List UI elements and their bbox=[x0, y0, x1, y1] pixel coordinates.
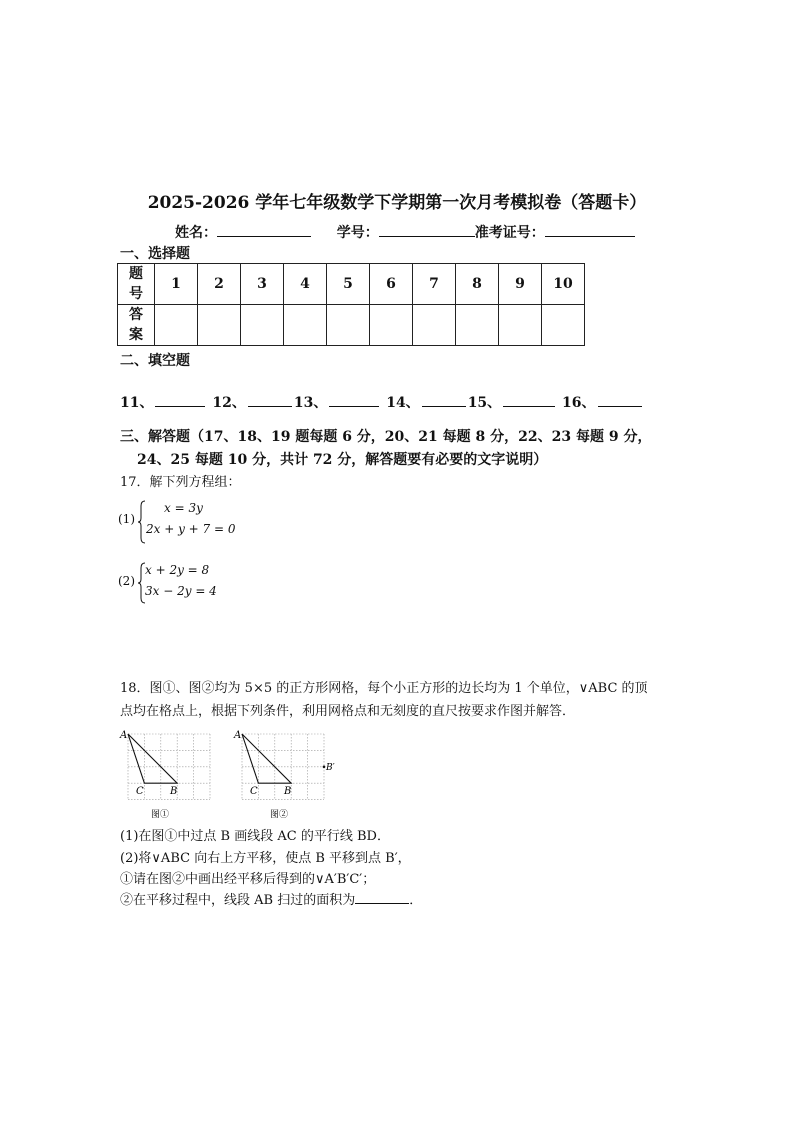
q18-sub1: (1)在图①中过点 B 画线段 AC 的平行线 BD． bbox=[120, 829, 390, 844]
student-id-blank[interactable] bbox=[379, 222, 475, 237]
q18-sub2b-end: ． bbox=[409, 893, 423, 908]
fill-blank[interactable] bbox=[422, 392, 466, 407]
answer-cell[interactable] bbox=[155, 305, 198, 346]
q17-prompt: 17．解下列方程组： bbox=[120, 475, 241, 490]
q18-sub2b: ②在平移过程中，线段 AB 扫过的面积为 bbox=[120, 893, 356, 908]
q17-part2-label: (2) bbox=[118, 574, 135, 588]
vertex-a-label: A bbox=[234, 730, 242, 741]
table-row-numbers bbox=[118, 264, 585, 305]
table-row-answers bbox=[118, 305, 585, 346]
question-number-cell: 1 bbox=[155, 264, 198, 305]
q17-system-2 bbox=[118, 561, 298, 605]
fill-item-label: 12、 bbox=[212, 395, 246, 411]
answer-cell[interactable] bbox=[413, 305, 456, 346]
answer-cell[interactable] bbox=[284, 305, 327, 346]
student-info-row bbox=[175, 222, 635, 242]
question-number-cell: 8 bbox=[456, 264, 499, 305]
row-label-number bbox=[118, 264, 155, 305]
vertex-b-prime-label: B′ bbox=[326, 763, 335, 773]
question-number-cell: 2 bbox=[198, 264, 241, 305]
q18-sub2b-row bbox=[120, 889, 422, 908]
q17-p1-eq1: x = 3y bbox=[164, 501, 203, 515]
section-3-heading-line1: 三、解答题（17、18、19 题每题 6 分，20、21 每题 8 分，22、23 每题 9 分， bbox=[120, 429, 652, 445]
q18-text-line2: 点均在格点上，根据下列条件，利用网格点和无刻度的直尺按要求作图并解答． bbox=[120, 704, 576, 719]
vertex-b-label: B bbox=[170, 786, 178, 797]
exam-number-label: 准考证号： bbox=[474, 225, 545, 241]
area-answer-blank[interactable] bbox=[355, 891, 409, 904]
question-number-cell: 10 bbox=[542, 264, 585, 305]
question-number-cell: 7 bbox=[413, 264, 456, 305]
fill-item-label: 15、 bbox=[467, 395, 502, 411]
vertex-a-label: A bbox=[120, 730, 128, 741]
row-label-number-text: 题号 bbox=[129, 266, 143, 302]
fill-item-label: 11、 bbox=[120, 395, 154, 411]
question-number-cell: 9 bbox=[499, 264, 542, 305]
figure-1-caption: 图① bbox=[151, 810, 170, 820]
answer-cell[interactable] bbox=[542, 305, 585, 346]
fill-item-label: 16、 bbox=[562, 395, 596, 411]
answer-cell[interactable] bbox=[327, 305, 370, 346]
choice-answer-table bbox=[117, 263, 585, 346]
fill-blank[interactable] bbox=[155, 392, 205, 407]
q17-p1-eq2: 2x + y + 7 = 0 bbox=[146, 522, 236, 536]
q17-part1-label: (1) bbox=[118, 512, 135, 526]
fill-item-label: 13、 bbox=[293, 395, 328, 411]
vertex-b-label: B bbox=[284, 786, 292, 797]
q17-p2-eq1: x + 2y = 8 bbox=[145, 563, 210, 577]
answer-cell[interactable] bbox=[499, 305, 542, 346]
name-label: 姓名： bbox=[175, 225, 217, 241]
exam-number-blank[interactable] bbox=[545, 222, 635, 237]
answer-cell[interactable] bbox=[241, 305, 284, 346]
figure-1-grid bbox=[118, 726, 218, 822]
section-1-heading: 一、选择题 bbox=[120, 246, 190, 262]
fill-blank[interactable] bbox=[598, 392, 642, 407]
triangle-abc bbox=[242, 734, 291, 783]
answer-cell[interactable] bbox=[198, 305, 241, 346]
fill-blank[interactable] bbox=[329, 392, 379, 407]
answer-cell[interactable] bbox=[456, 305, 499, 346]
vertex-c-label: C bbox=[136, 786, 144, 797]
fill-blank[interactable] bbox=[503, 392, 555, 407]
question-number-cell: 3 bbox=[241, 264, 284, 305]
section-2-heading: 二、填空题 bbox=[120, 353, 190, 369]
q18-text-line1: 18．图①、图②均为 5×5 的正方形网格，每个小正方形的边长均为 1 个单位，∨ABC 的顶 bbox=[120, 681, 648, 696]
fill-item-label: 14、 bbox=[386, 395, 420, 411]
section-3-heading-line2: 24、25 每题 10 分，共计 72 分，解答题要有必要的文字说明） bbox=[137, 452, 548, 468]
question-number-cell: 5 bbox=[327, 264, 370, 305]
student-id-label: 学号： bbox=[336, 225, 379, 241]
vertex-c-label: C bbox=[250, 786, 258, 797]
fill-blank[interactable] bbox=[248, 392, 292, 407]
q18-sub2a: ①请在图②中画出经平移后得到的∨A′B′C′； bbox=[120, 872, 376, 887]
q18-sub2: (2)将∨ABC 向右上方平移，使点 B 平移到点 B′， bbox=[120, 851, 411, 866]
figure-2-caption: 图② bbox=[270, 810, 289, 820]
row-label-answer bbox=[118, 305, 155, 346]
point-b-prime bbox=[323, 766, 326, 769]
q17-p2-eq2: 3x − 2y = 4 bbox=[145, 584, 217, 598]
page-title: 2025-2026 学年七年级数学下学期第一次月考模拟卷（答题卡） bbox=[147, 193, 647, 213]
name-blank[interactable] bbox=[217, 222, 311, 237]
row-label-answer-text: 答案 bbox=[129, 307, 143, 343]
answer-cell[interactable] bbox=[370, 305, 413, 346]
question-number-cell: 6 bbox=[370, 264, 413, 305]
figure-2-grid bbox=[232, 726, 342, 822]
fill-blank-row bbox=[120, 392, 644, 412]
q17-system-1 bbox=[118, 500, 298, 544]
triangle-abc bbox=[128, 734, 177, 783]
question-number-cell: 4 bbox=[284, 264, 327, 305]
